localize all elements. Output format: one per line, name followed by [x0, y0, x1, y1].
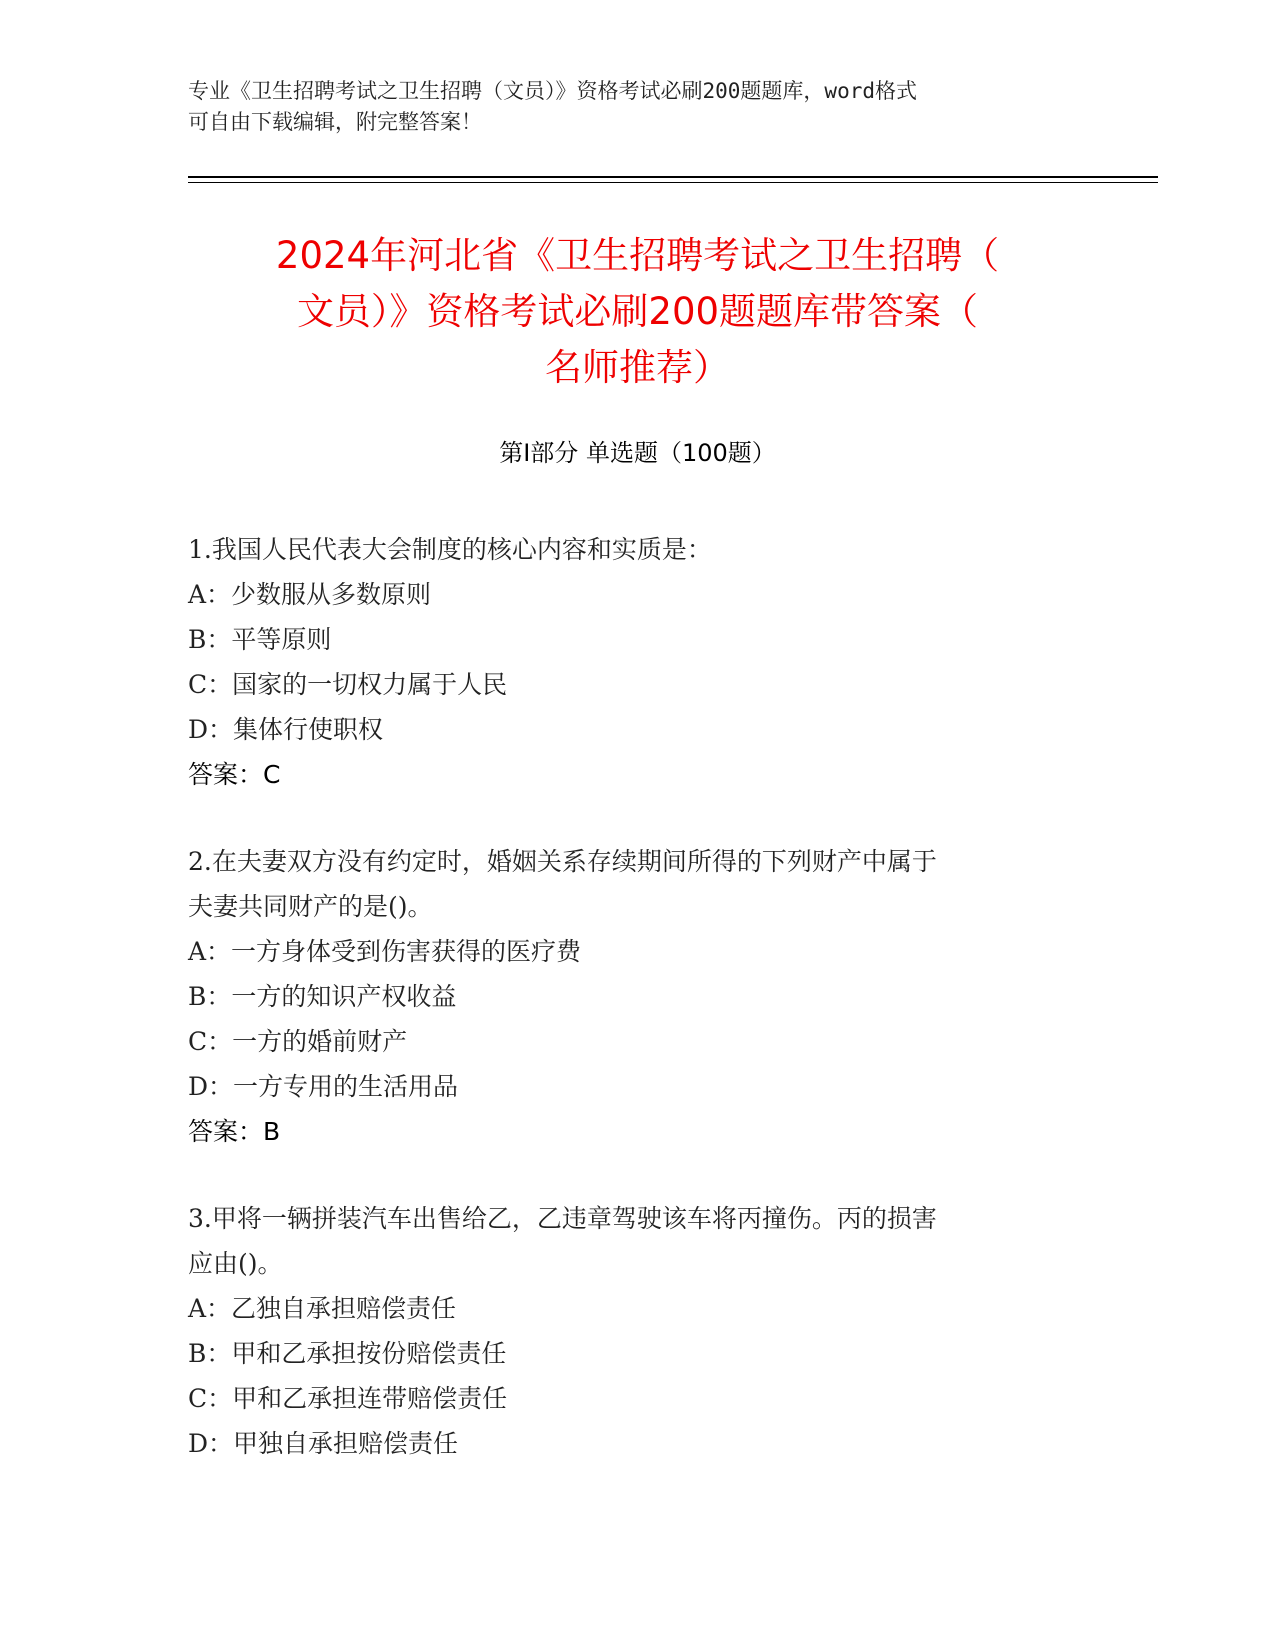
question-1 [188, 527, 1088, 797]
answer-label: 答案：C [188, 760, 281, 789]
option-c: C：国家的一切权力属于人民 [188, 670, 508, 699]
question-stem: 1.我国人民代表大会制度的核心内容和实质是： [188, 535, 712, 564]
section-heading: 第Ⅰ部分 单选题（100题） [499, 439, 776, 467]
header-note-line-1: 专业《卫生招聘考试之卫生招聘（文员）》资格考试必刷200题题库，word格式 [188, 79, 917, 103]
header-rule-thick [188, 176, 1158, 178]
option-d: D：一方专用的生活用品 [188, 1072, 459, 1101]
option-a: A：少数服从多数原则 [188, 580, 432, 609]
question-stem-continued: 夫妻共同财产的是()。 [188, 892, 433, 921]
option-a: A：一方身体受到伤害获得的医疗费 [188, 937, 582, 966]
option-b: B：平等原则 [188, 625, 332, 654]
option-c: C：一方的婚前财产 [188, 1027, 408, 1056]
document-title [150, 228, 1125, 396]
question-list [188, 527, 1088, 1466]
option-a: A：乙独自承担赔偿责任 [188, 1294, 457, 1323]
question-spacer [188, 1154, 1088, 1196]
title-line-1: 2024年河北省《卫生招聘考试之卫生招聘（ [275, 234, 1000, 277]
option-d: D：集体行使职权 [188, 715, 384, 744]
option-b: B：甲和乙承担按份赔偿责任 [188, 1339, 507, 1368]
title-line-2: 文员）》资格考试必刷200题题库带答案（ [296, 290, 979, 333]
header-rule-thin [188, 182, 1158, 183]
question-3 [188, 1196, 1088, 1466]
question-stem-continued: 应由()。 [188, 1249, 283, 1278]
header-note [188, 76, 1068, 138]
question-stem: 2.在夫妻双方没有约定时，婚姻关系存续期间所得的下列财产中属于 [188, 847, 937, 876]
option-c: C：甲和乙承担连带赔偿责任 [188, 1384, 508, 1413]
question-spacer [188, 797, 1088, 839]
question-stem: 3.甲将一辆拼装汽车出售给乙，乙违章驾驶该车将丙撞伤。丙的损害 [188, 1204, 937, 1233]
question-2 [188, 839, 1088, 1154]
option-b: B：一方的知识产权收益 [188, 982, 457, 1011]
title-line-3: 名师推荐） [545, 346, 730, 389]
header-note-line-2: 可自由下载编辑，附完整答案！ [188, 110, 482, 134]
option-d: D：甲独自承担赔偿责任 [188, 1429, 459, 1458]
answer-label: 答案：B [188, 1117, 281, 1146]
